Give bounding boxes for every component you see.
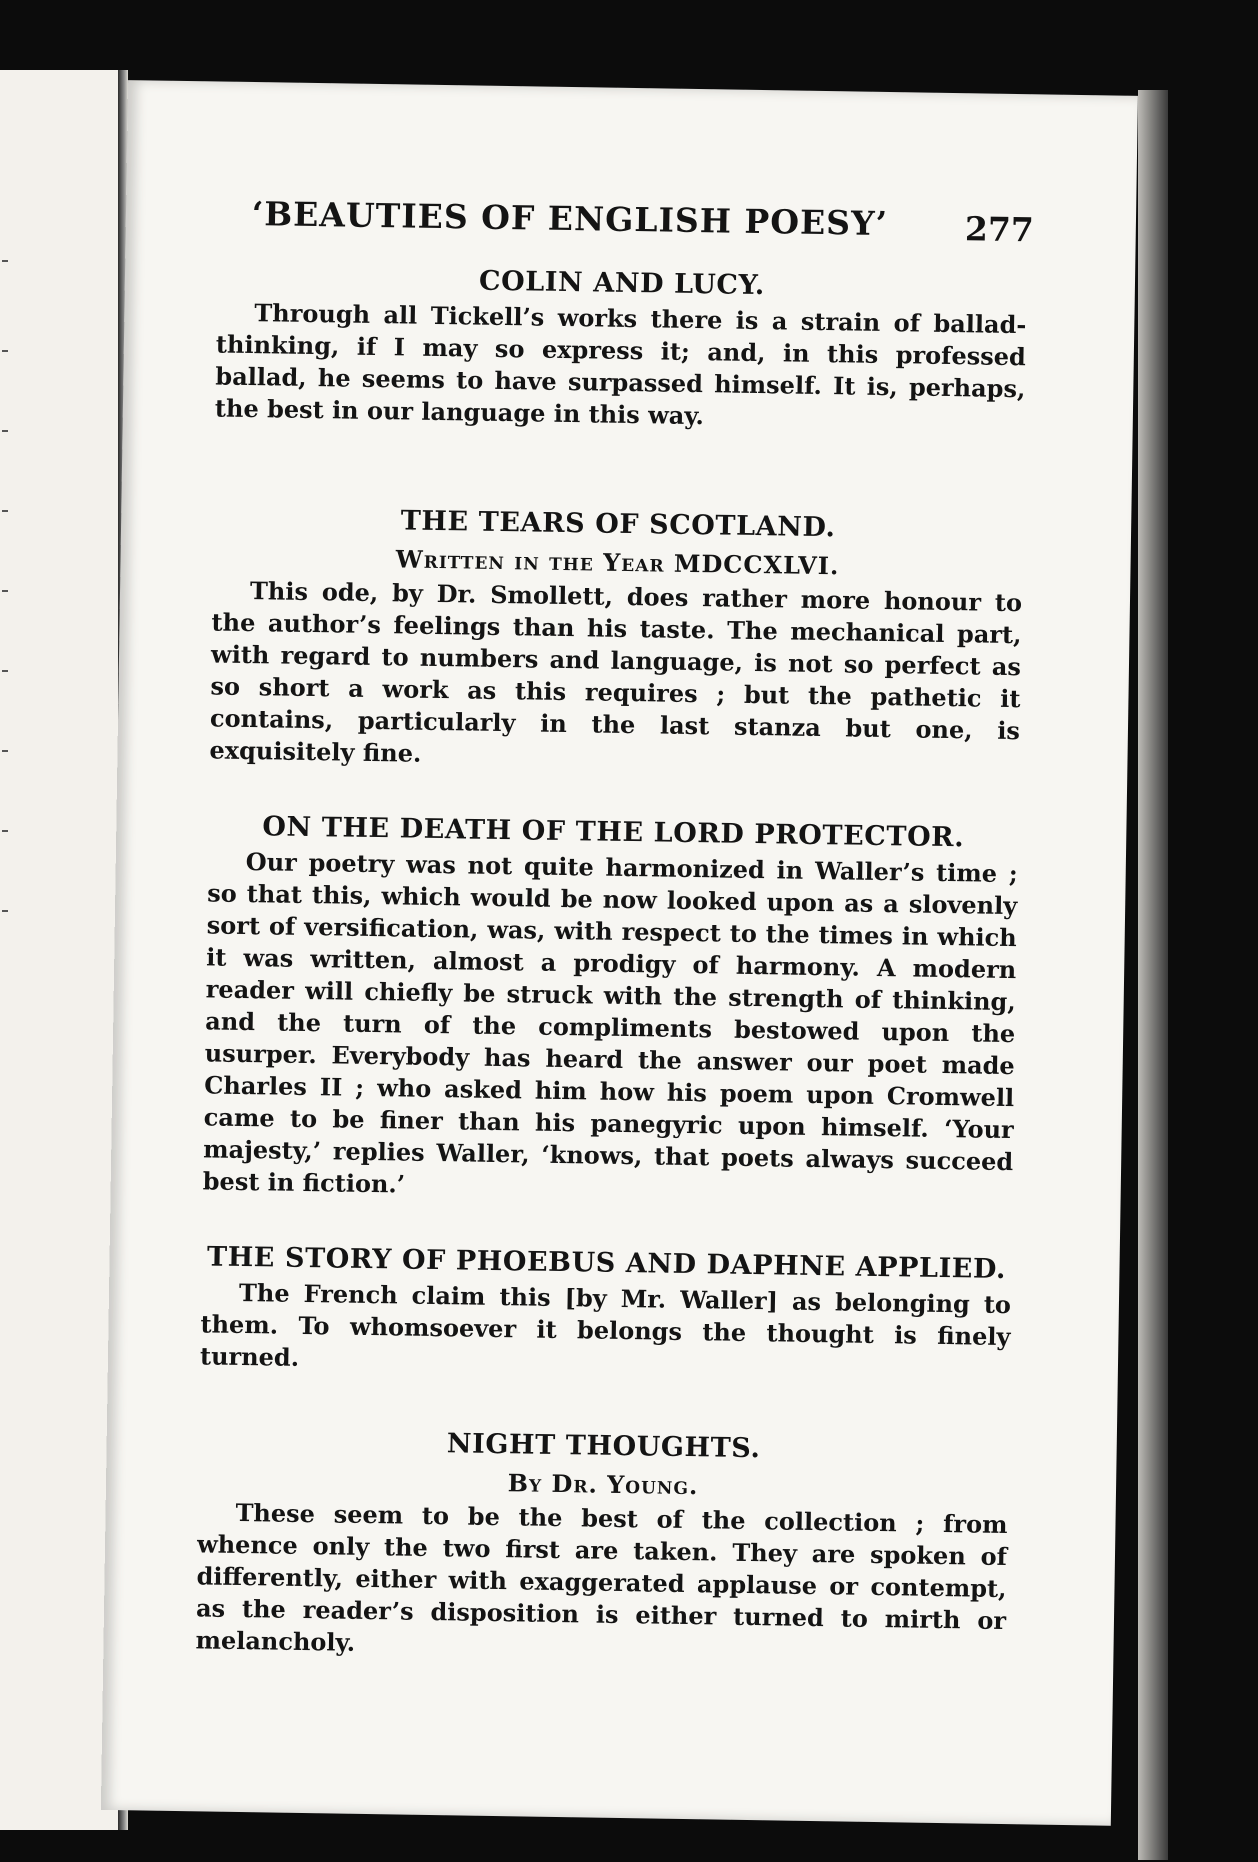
page-number: 277 — [964, 209, 1035, 250]
section-heading: NIGHT THOUGHTS. — [446, 1428, 761, 1465]
section-paragraph: These seem to be the best of the collection ; from whence only the two first are taken. They are spoken of differently, either with exaggerated applause or contempt, as the reader’s disposition is either turned to mirth or melancholy. — [195, 1497, 1008, 1657]
section-heading: THE STORY OF PHOEBUS AND DAPHNE APPLIED. — [206, 1241, 1007, 1286]
section-heading: ON THE DEATH OF THE LORD PROTECTOR. — [262, 811, 965, 854]
section-paragraph: Our poetry was not quite harmonized in Waller’s time ; so that this, which would be now looked upon as a slovenly sort of versification, was, with respect to the times in which it was written, almost a prodigy of harmony. A modern reader will chiefly be struck with the strength of thinking, and the turn of the compliments bestowed upon the usurper. Everybody has heard the answer our poet made Charles II ; who asked him how his poem upon Cromwell came to be finer than his panegyric upon himself. ‘Your majesty,’ replies Waller, ‘knows, that poets always succeed best in fiction.’ — [202, 847, 1018, 1199]
section-subheading: Written in the Year MDCCXLVI. — [395, 544, 840, 581]
facing-page-edge — [0, 70, 120, 1830]
page-content — [195, 193, 1035, 1669]
running-head — [217, 193, 1035, 262]
section-night-thoughts — [195, 1424, 1009, 1669]
section-tears-of-scotland — [209, 502, 1023, 779]
section-colin-and-lucy — [215, 261, 1027, 437]
book-page — [101, 80, 1138, 1826]
section-subheading: By Dr. Young. — [507, 1468, 699, 1501]
section-paragraph: The French claim this [by Mr. Waller] as belonging to them. To whomsoever it belongs the thought is finely turned. — [199, 1277, 1012, 1372]
page-edge-shadow — [1138, 90, 1168, 1860]
section-heading: COLIN AND LUCY. — [478, 265, 766, 302]
section-paragraph: Through all Tickell’s works there is a strain of ballad-thinking, if I may so express it; and, in this professed ballad, he seems to have surpassed himself. It is, perhaps, the best in our language in this way. — [214, 298, 1027, 431]
section-paragraph: This ode, by Dr. Smollett, does rather more honour to the author’s feelings than his taste. The mechanical part, with regard to numbers and language, is not so perfect as so short a work as this requires ; but the pathetic it contains, particularly in the last stanza but one, is exquisitely fine. — [209, 576, 1023, 768]
section-heading: THE TEARS OF SCOTLAND. — [400, 505, 836, 544]
section-death-of-lord-protector — [203, 810, 1019, 1210]
section-phoebus-and-daphne — [200, 1241, 1012, 1385]
running-head-title: ‘BEAUTIES OF ENGLISH POESY’ — [251, 194, 889, 244]
